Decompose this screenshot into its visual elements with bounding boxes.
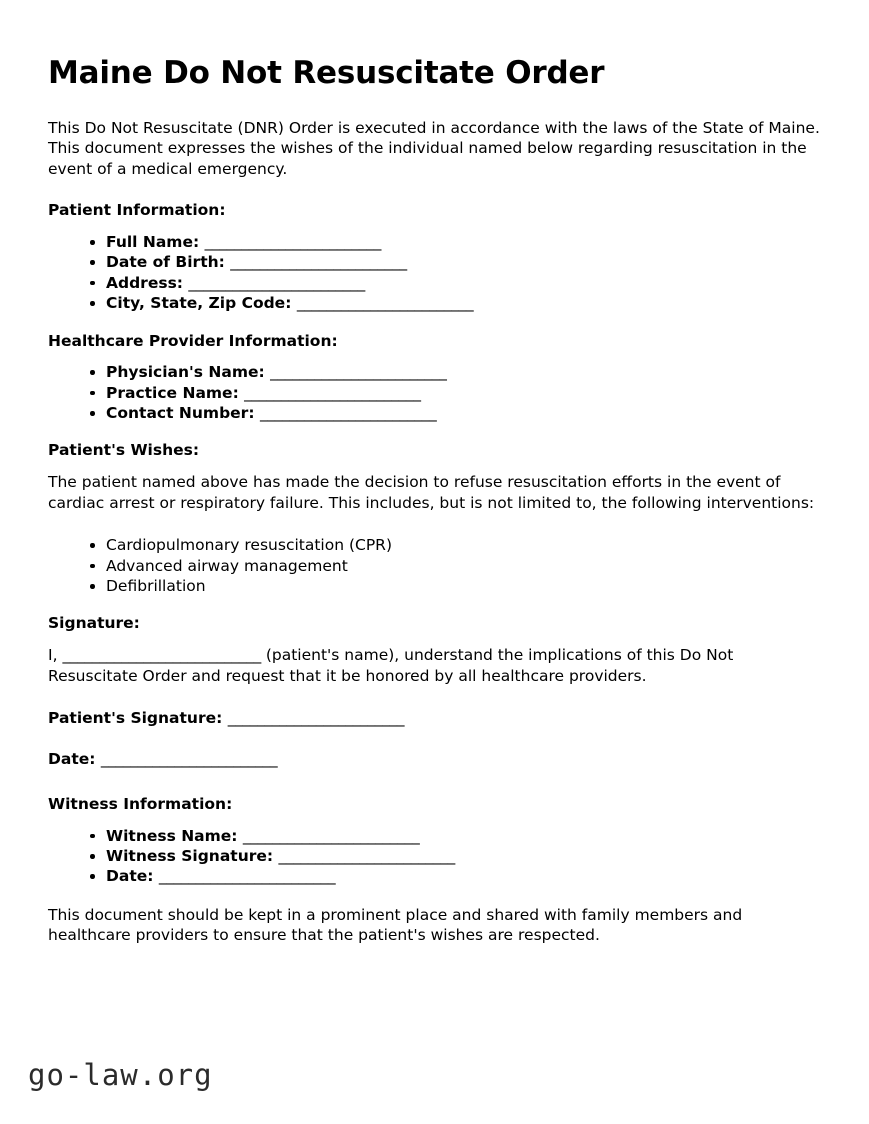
patient-information-field-list xyxy=(48,232,820,314)
field-label: Address: xyxy=(106,273,183,292)
signature-date-line xyxy=(48,749,820,769)
field-label: Witness Name: xyxy=(106,826,238,845)
statement-name-blank[interactable]: ___________________________ xyxy=(62,646,261,665)
witness-information-field-list xyxy=(48,826,820,887)
field-blank[interactable]: ________________________ xyxy=(204,233,381,252)
field-blank[interactable]: ________________________ xyxy=(158,867,336,886)
list-item xyxy=(90,846,820,866)
section-heading-patient-information: Patient Information: xyxy=(48,201,226,220)
patient-wishes-paragraph: The patient named above has made the decision to refuse resuscitation efforts in the event of cardiac arrest or respiratory failure. This includes, but is not limited to, the following interventions: xyxy=(48,473,815,512)
field-blank[interactable]: ________________________ xyxy=(296,294,474,313)
field-blank[interactable]: ________________________ xyxy=(259,404,437,423)
field-blank[interactable]: ________________________ xyxy=(100,749,278,768)
closing-paragraph: This document should be kept in a prominent place and shared with family members and healthcare providers to ensure that the patient's wishes are respected. xyxy=(48,905,743,945)
field-label: Contact Number: xyxy=(106,404,255,423)
section-heading-patient-wishes: Patient's Wishes: xyxy=(48,441,200,460)
page-title: Maine Do Not Resuscitate Order xyxy=(48,55,605,91)
field-label: Witness Signature: xyxy=(106,847,274,866)
field-label: City, State, Zip Code: xyxy=(106,294,292,313)
interventions-list xyxy=(48,535,820,596)
statement-prefix: I, xyxy=(48,646,58,665)
list-item: Defibrillation xyxy=(90,576,820,596)
list-item xyxy=(90,273,820,293)
signature-statement xyxy=(48,645,820,686)
list-item xyxy=(90,232,820,252)
site-watermark: go-law.org xyxy=(28,1058,213,1092)
field-blank[interactable]: ________________________ xyxy=(278,847,455,866)
field-blank[interactable]: ________________________ xyxy=(244,383,421,402)
list-item xyxy=(90,866,820,886)
field-label: Physician's Name: xyxy=(106,363,265,382)
list-item xyxy=(90,383,820,403)
field-blank[interactable]: ________________________ xyxy=(188,273,365,292)
list-item: Advanced airway management xyxy=(90,556,820,576)
statement-suffix: (patient's name), understand the implications of this Do Not Resuscitate Order and request that it be honored by all healthcare providers. xyxy=(48,646,734,685)
section-heading-provider-information: Healthcare Provider Information: xyxy=(48,331,338,350)
field-blank[interactable]: ________________________ xyxy=(227,709,405,728)
document-body xyxy=(48,56,820,968)
patient-signature-line xyxy=(48,708,820,728)
field-label: Full Name: xyxy=(106,233,200,252)
list-item: Cardiopulmonary resuscitation (CPR) xyxy=(90,535,820,555)
field-blank[interactable]: ________________________ xyxy=(230,253,407,272)
list-item xyxy=(90,826,820,846)
list-item xyxy=(90,403,820,423)
list-item xyxy=(90,362,820,382)
field-label: Date: xyxy=(106,867,154,886)
field-label: Date: xyxy=(48,749,96,768)
provider-information-field-list xyxy=(48,362,820,423)
section-heading-witness-information: Witness Information: xyxy=(48,795,233,814)
field-label: Patient's Signature: xyxy=(48,709,223,728)
field-label: Date of Birth: xyxy=(106,253,225,272)
list-item xyxy=(90,293,820,313)
field-label: Practice Name: xyxy=(106,383,239,402)
field-blank[interactable]: ________________________ xyxy=(270,363,447,382)
section-heading-signature: Signature: xyxy=(48,614,140,633)
intro-paragraph: This Do Not Resuscitate (DNR) Order is executed in accordance with the laws of the State of Maine. This document expresses the wishes of the individual named below regarding resuscitation in the event of a medical emergency. xyxy=(48,118,820,178)
list-item xyxy=(90,252,820,272)
field-blank[interactable]: ________________________ xyxy=(242,826,420,845)
